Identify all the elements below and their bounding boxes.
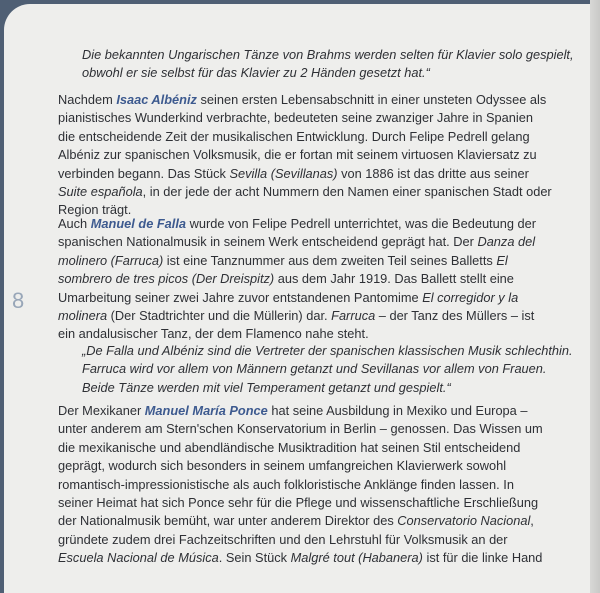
quote-brahms: Die bekannten Ungarischen Tänze von Brahms werden selten für Klavier solo gespielt, obwohl er sie selbst für das Klavier zu 2 Händen gesetzt hat.“ (82, 47, 574, 81)
next-page-edge (590, 0, 600, 593)
composer-name: Manuel María Ponce (144, 403, 268, 418)
quote-falla-albeniz: „De Falla und Albéniz sind die Vertreter der spanischen klassischen Musik schlechthin. Farruca wird vor allem von Männern getanzt und Sevillanas vor allem von Frauen. Beide Tänze werden mit viel Temperament getanzt und gespielt.“ (82, 343, 573, 395)
paragraph-ponce: Der Mexikaner Manuel María Ponce hat seine Ausbildung in Mexiko und Europa – unter anderem am Stern'schen Konservatorium in Berlin – genossen. Das Wissen um die mexikanische und abendländische Musiktradition hat seinen Stil entscheidend geprägt, wodurch sich besonders in seinem umfangreichen Klavierwerk sowohl romantisch-impressionistische als auch folkloristische Anklänge finden lassen. In seiner Heimat hat sich Ponce sehr für die Pflege und wissenschaftliche Erschließung der Nationalmusik bemüht, war unter anderem Direktor des Conservatorio Nacional, gründete zudem drei Fachzeitschriften und den Lehrstuhl für Volksmusik an der Escuela Nacional de Música. Sein Stück Malgré tout (Habanera) ist für die linke Hand (58, 403, 543, 566)
paragraph-falla: Auch Manuel de Falla wurde von Felipe Pedrell unterrichtet, was die Bedeutung der spanischen Nationalmusik in seinem Werk entscheidend geprägt hat. Der Danza del molinero (Farruca) ist eine Tanznummer aus dem zweiten Teil seines Balletts El sombrero de tres picos (Der Dreispitz) aus dem Jahr 1919. Das Ballett stellt eine Umarbeitung seiner zwei Jahre zuvor entstandenen Pantomime El corregidor y la molinera (Der Stadtrichter und die Müllerin) dar. Farruca – der Tanz des Müllers – ist ein andalusischer Tanz, der dem Flamenco nahe steht. (58, 216, 537, 342)
composer-name: Manuel de Falla (90, 216, 187, 231)
paragraph-albeniz: Nachdem Isaac Albéniz seinen ersten Lebensabschnitt in einer unsteten Odyssee als pianistisches Wunderkind verbrachte, bedeuteten seine zwanziger Jahre in Spanien die entscheidende Zeit der musikalischen Entwicklung. Durch Felipe Pedrell gelang Albéniz zur spanischen Volksmusik, die er fortan mit seinem virtuosen Klaviersatz zu verbinden begann. Das Stück Sevilla (Sevillanas) von 1886 ist das dritte aus seiner Suite española, in der jede der acht Nummern den Namen einer spanischen Stadt oder Region trägt. (58, 92, 552, 218)
page-number: 8 (12, 288, 25, 313)
composer-name: Isaac Albéniz (116, 92, 197, 107)
